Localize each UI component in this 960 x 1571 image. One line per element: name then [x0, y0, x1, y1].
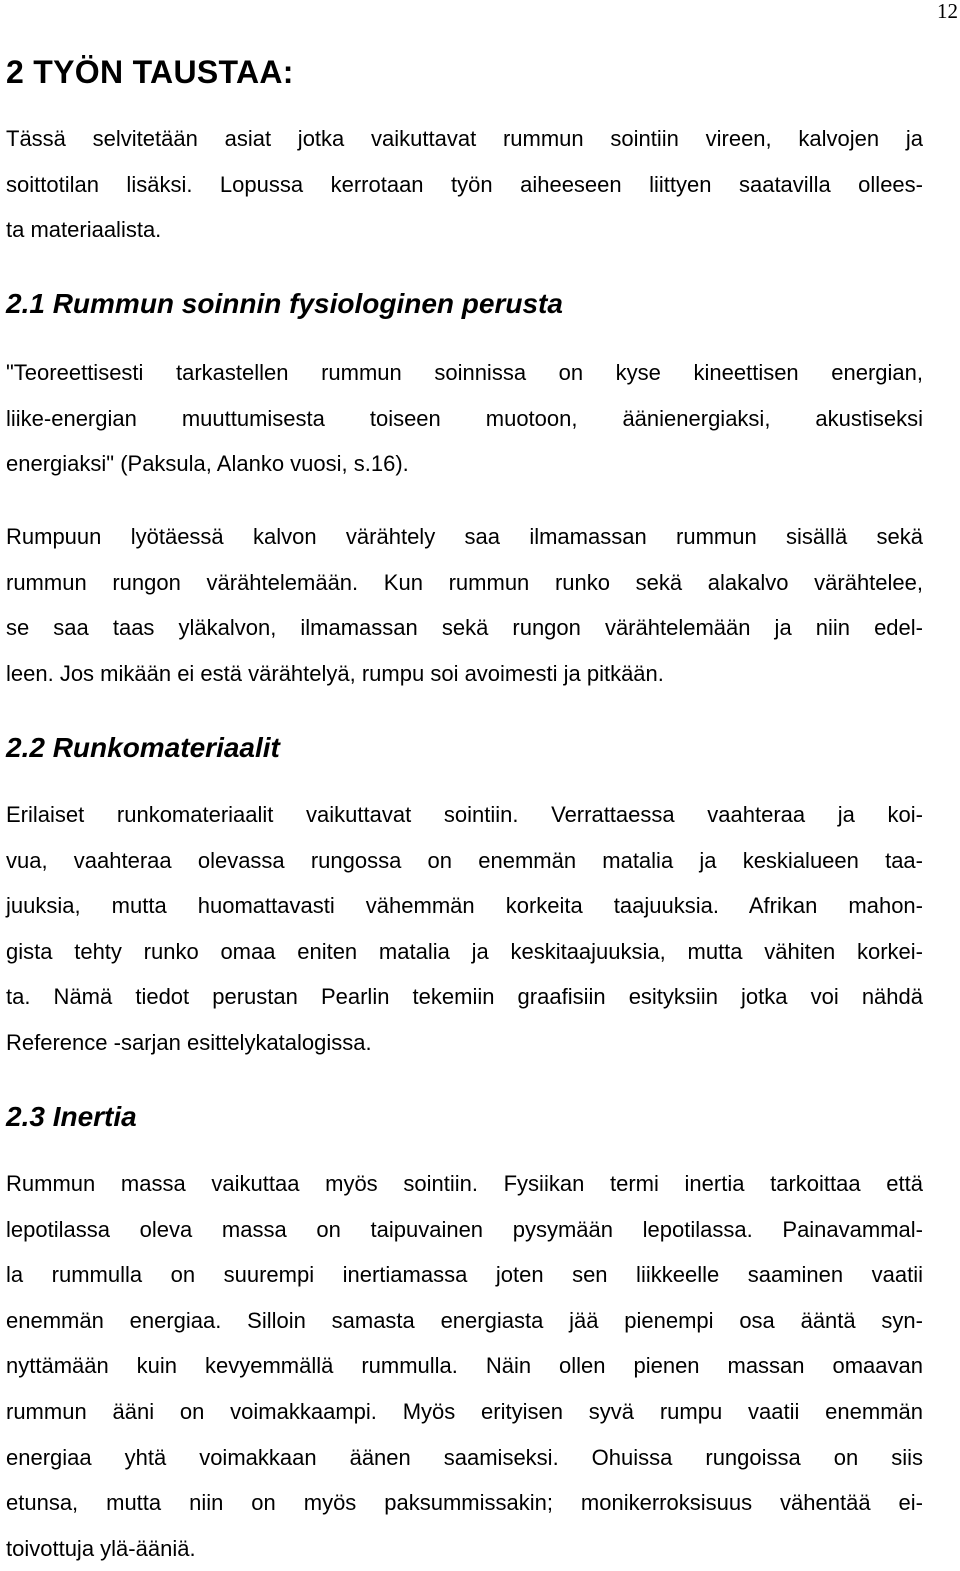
text-line: etunsa, mutta niin on myös paksummissakin; monikerroksisuus vähentää ei- — [6, 1490, 923, 1516]
text-line: rummun rungon värähtelemään. Kun rummun runko sekä alakalvo värähtelee, — [6, 569, 923, 595]
section-heading-2-1: 2.1 Rummun soinnin fysiologinen perusta — [6, 288, 563, 319]
section-2-1-paragraph-1 — [6, 350, 923, 487]
text-line: liike-energian muuttumisesta toiseen muotoon, äänienergiaksi, akustiseksi — [6, 405, 923, 431]
text-line: se saa taas yläkalvon, ilmamassan sekä rungon värähtelemään ja niin edel- — [6, 615, 923, 641]
text-line: ta. Nämä tiedot perustan Pearlin tekemiin graafisiin esityksiin jotka voi nähdä — [6, 984, 923, 1010]
text-line: leen. Jos mikään ei estä värähtelyä, rumpu soi avoimesti ja pitkään. — [6, 660, 664, 686]
page-number: 12 — [937, 0, 958, 23]
text-line: Rummun massa vaikuttaa myös sointiin. Fysiikan termi inertia tarkoittaa että — [6, 1171, 923, 1196]
text-line: energiaa yhtä voimakkaan äänen saamiseksi. Ohuissa rungoissa on siis — [6, 1444, 923, 1470]
section-heading-2-3: 2.3 Inertia — [6, 1101, 137, 1132]
text-line: Erilaiset runkomateriaalit vaikuttavat sointiin. Verrattaessa vaahteraa ja koi- — [6, 802, 923, 827]
text-line: enemmän energiaa. Silloin samasta energiasta jää pienempi osa ääntä syn- — [6, 1307, 923, 1333]
text-line: vua, vaahteraa olevassa rungossa on enemmän matalia ja keskialueen taa- — [6, 847, 923, 873]
text-line: "Teoreettisesti tarkastellen rummun soinnissa on kyse kineettisen energian, — [6, 360, 923, 385]
text-line: la rummulla on suurempi inertiamassa joten sen liikkeelle saaminen vaatii — [6, 1262, 923, 1288]
text-line: ta materiaalista. — [6, 217, 162, 243]
text-line: nyttämään kuin kevyemmällä rummulla. Näin ollen pienen massan omaavan — [6, 1353, 923, 1379]
text-line: juuksia, mutta huomattavasti vähemmän korkeita taajuuksia. Afrikan mahon- — [6, 893, 923, 919]
section-2-3-paragraph — [6, 1161, 923, 1571]
chapter-intro-paragraph — [6, 116, 923, 253]
chapter-heading: 2 TYÖN TAUSTAA: — [6, 54, 294, 90]
text-line: Rumpuun lyötäessä kalvon värähtely saa ilmamassan rummun sisällä sekä — [6, 524, 923, 549]
text-line: Tässä selvitetään asiat jotka vaikuttavat rummun sointiin vireen, kalvojen ja — [6, 126, 923, 151]
text-line: rummun ääni on voimakkaampi. Myös erityisen syvä rumpu vaatii enemmän — [6, 1398, 923, 1424]
text-line: gista tehty runko omaa eniten matalia ja keskitaajuuksia, mutta vähiten korkei- — [6, 938, 923, 964]
section-2-2-paragraph — [6, 792, 923, 1066]
text-line: toivottuja ylä-ääniä. — [6, 1535, 196, 1561]
section-heading-2-2: 2.2 Runkomateriaalit — [6, 732, 280, 763]
text-line: energiaksi" (Paksula, Alanko vuosi, s.16). — [6, 451, 409, 477]
text-line: soittotilan lisäksi. Lopussa kerrotaan työn aiheeseen liittyen saatavilla ollees- — [6, 171, 923, 197]
section-2-1-paragraph-2 — [6, 514, 923, 696]
text-line: lepotilassa oleva massa on taipuvainen pysymään lepotilassa. Painavammal- — [6, 1216, 923, 1242]
text-line: Reference -sarjan esittelykatalogissa. — [6, 1029, 372, 1055]
